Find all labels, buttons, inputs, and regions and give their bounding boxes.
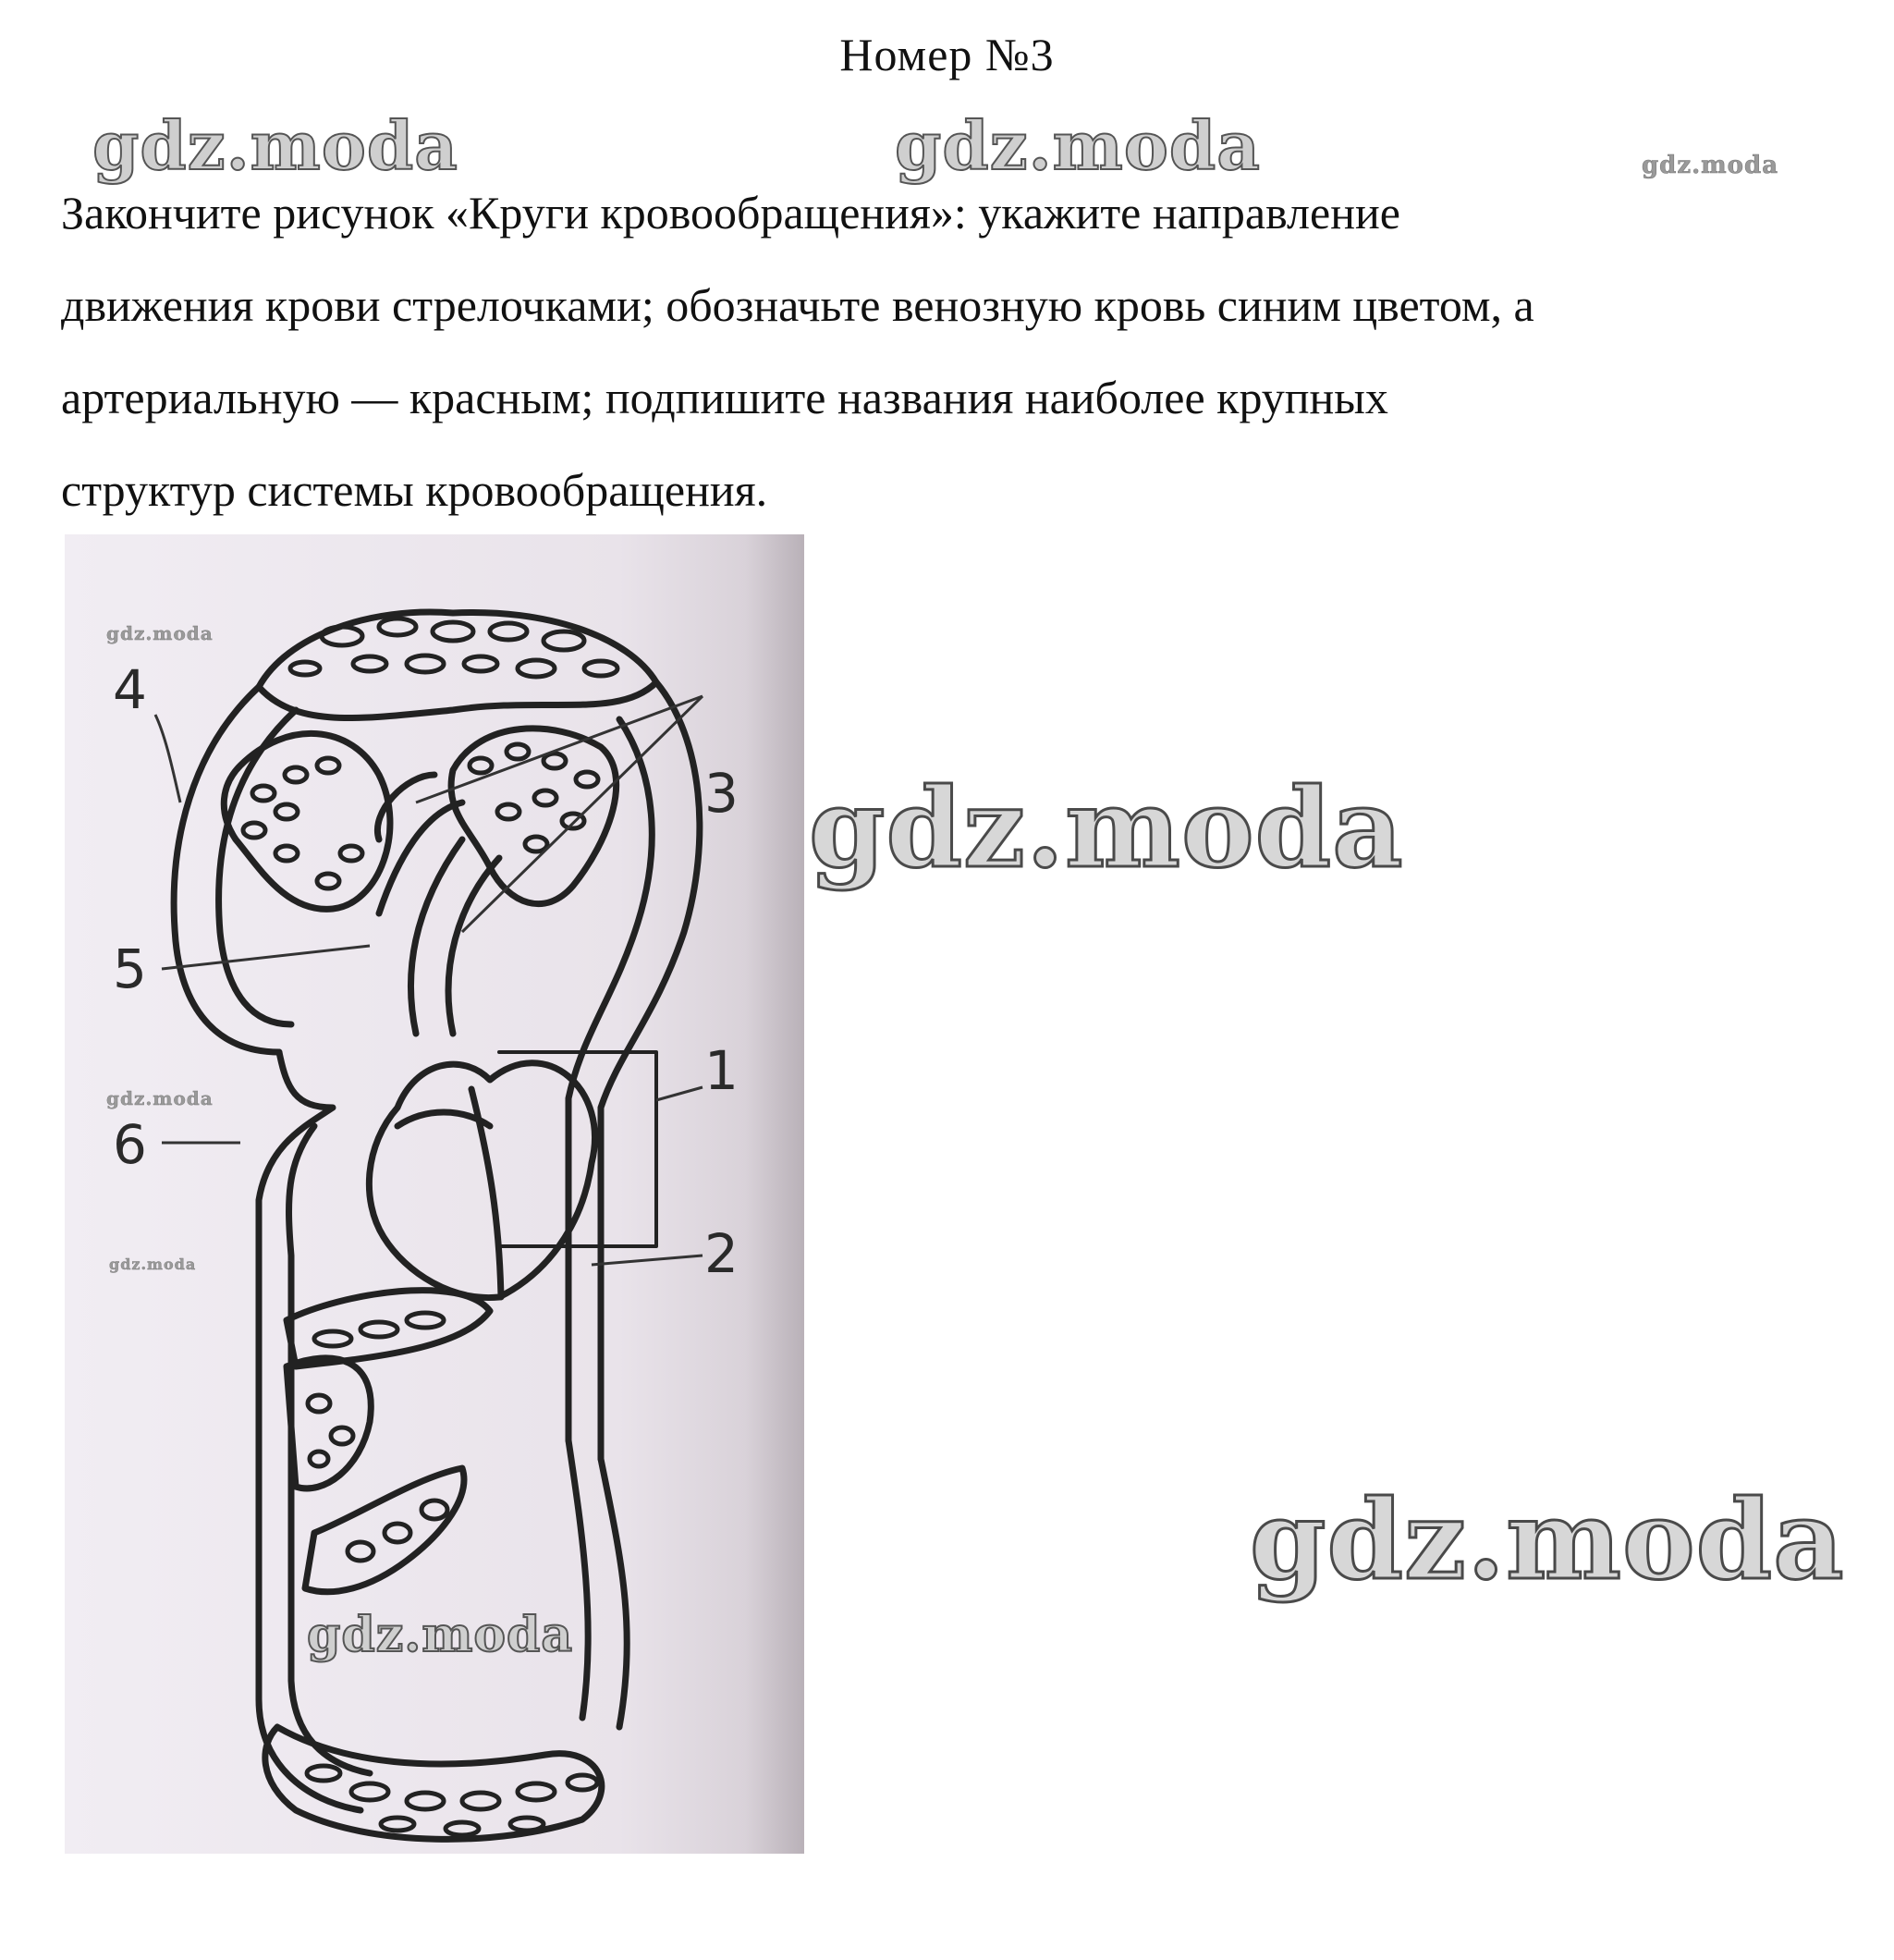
- circulation-diagram: [65, 534, 804, 1854]
- watermark: gdz.moda: [92, 106, 458, 185]
- task-text: [61, 166, 1854, 536]
- task-line-2: движения крови стрелочками; обозначьте венозную кровь синим цветом, а: [61, 279, 1534, 331]
- label-6: 6: [113, 1113, 147, 1176]
- watermark: gdz.moda: [895, 106, 1261, 185]
- watermark: gdz.moda: [106, 622, 214, 644]
- page-title: Номер №3: [839, 29, 1055, 80]
- watermark: gdz.moda: [106, 1087, 214, 1109]
- label-4: 4: [113, 658, 147, 721]
- label-2: 2: [704, 1222, 739, 1285]
- task-line-3: артериальную — красным; подпишите названия наиболее крупных: [61, 372, 1388, 423]
- watermark: gdz.moda: [1250, 1476, 1845, 1604]
- label-3: 3: [704, 762, 739, 825]
- watermark: gdz.moda: [809, 764, 1404, 892]
- watermark: gdz.moda: [1642, 152, 1779, 179]
- label-5: 5: [113, 937, 147, 1000]
- task-line-4: структур системы кровообращения.: [61, 464, 768, 516]
- task-line-1: Закончите рисунок «Круги кровообращения»: укажите направление: [61, 187, 1400, 239]
- watermark: gdz.moda: [109, 1256, 197, 1273]
- watermark: gdz.moda: [307, 1607, 574, 1663]
- label-1: 1: [704, 1039, 739, 1102]
